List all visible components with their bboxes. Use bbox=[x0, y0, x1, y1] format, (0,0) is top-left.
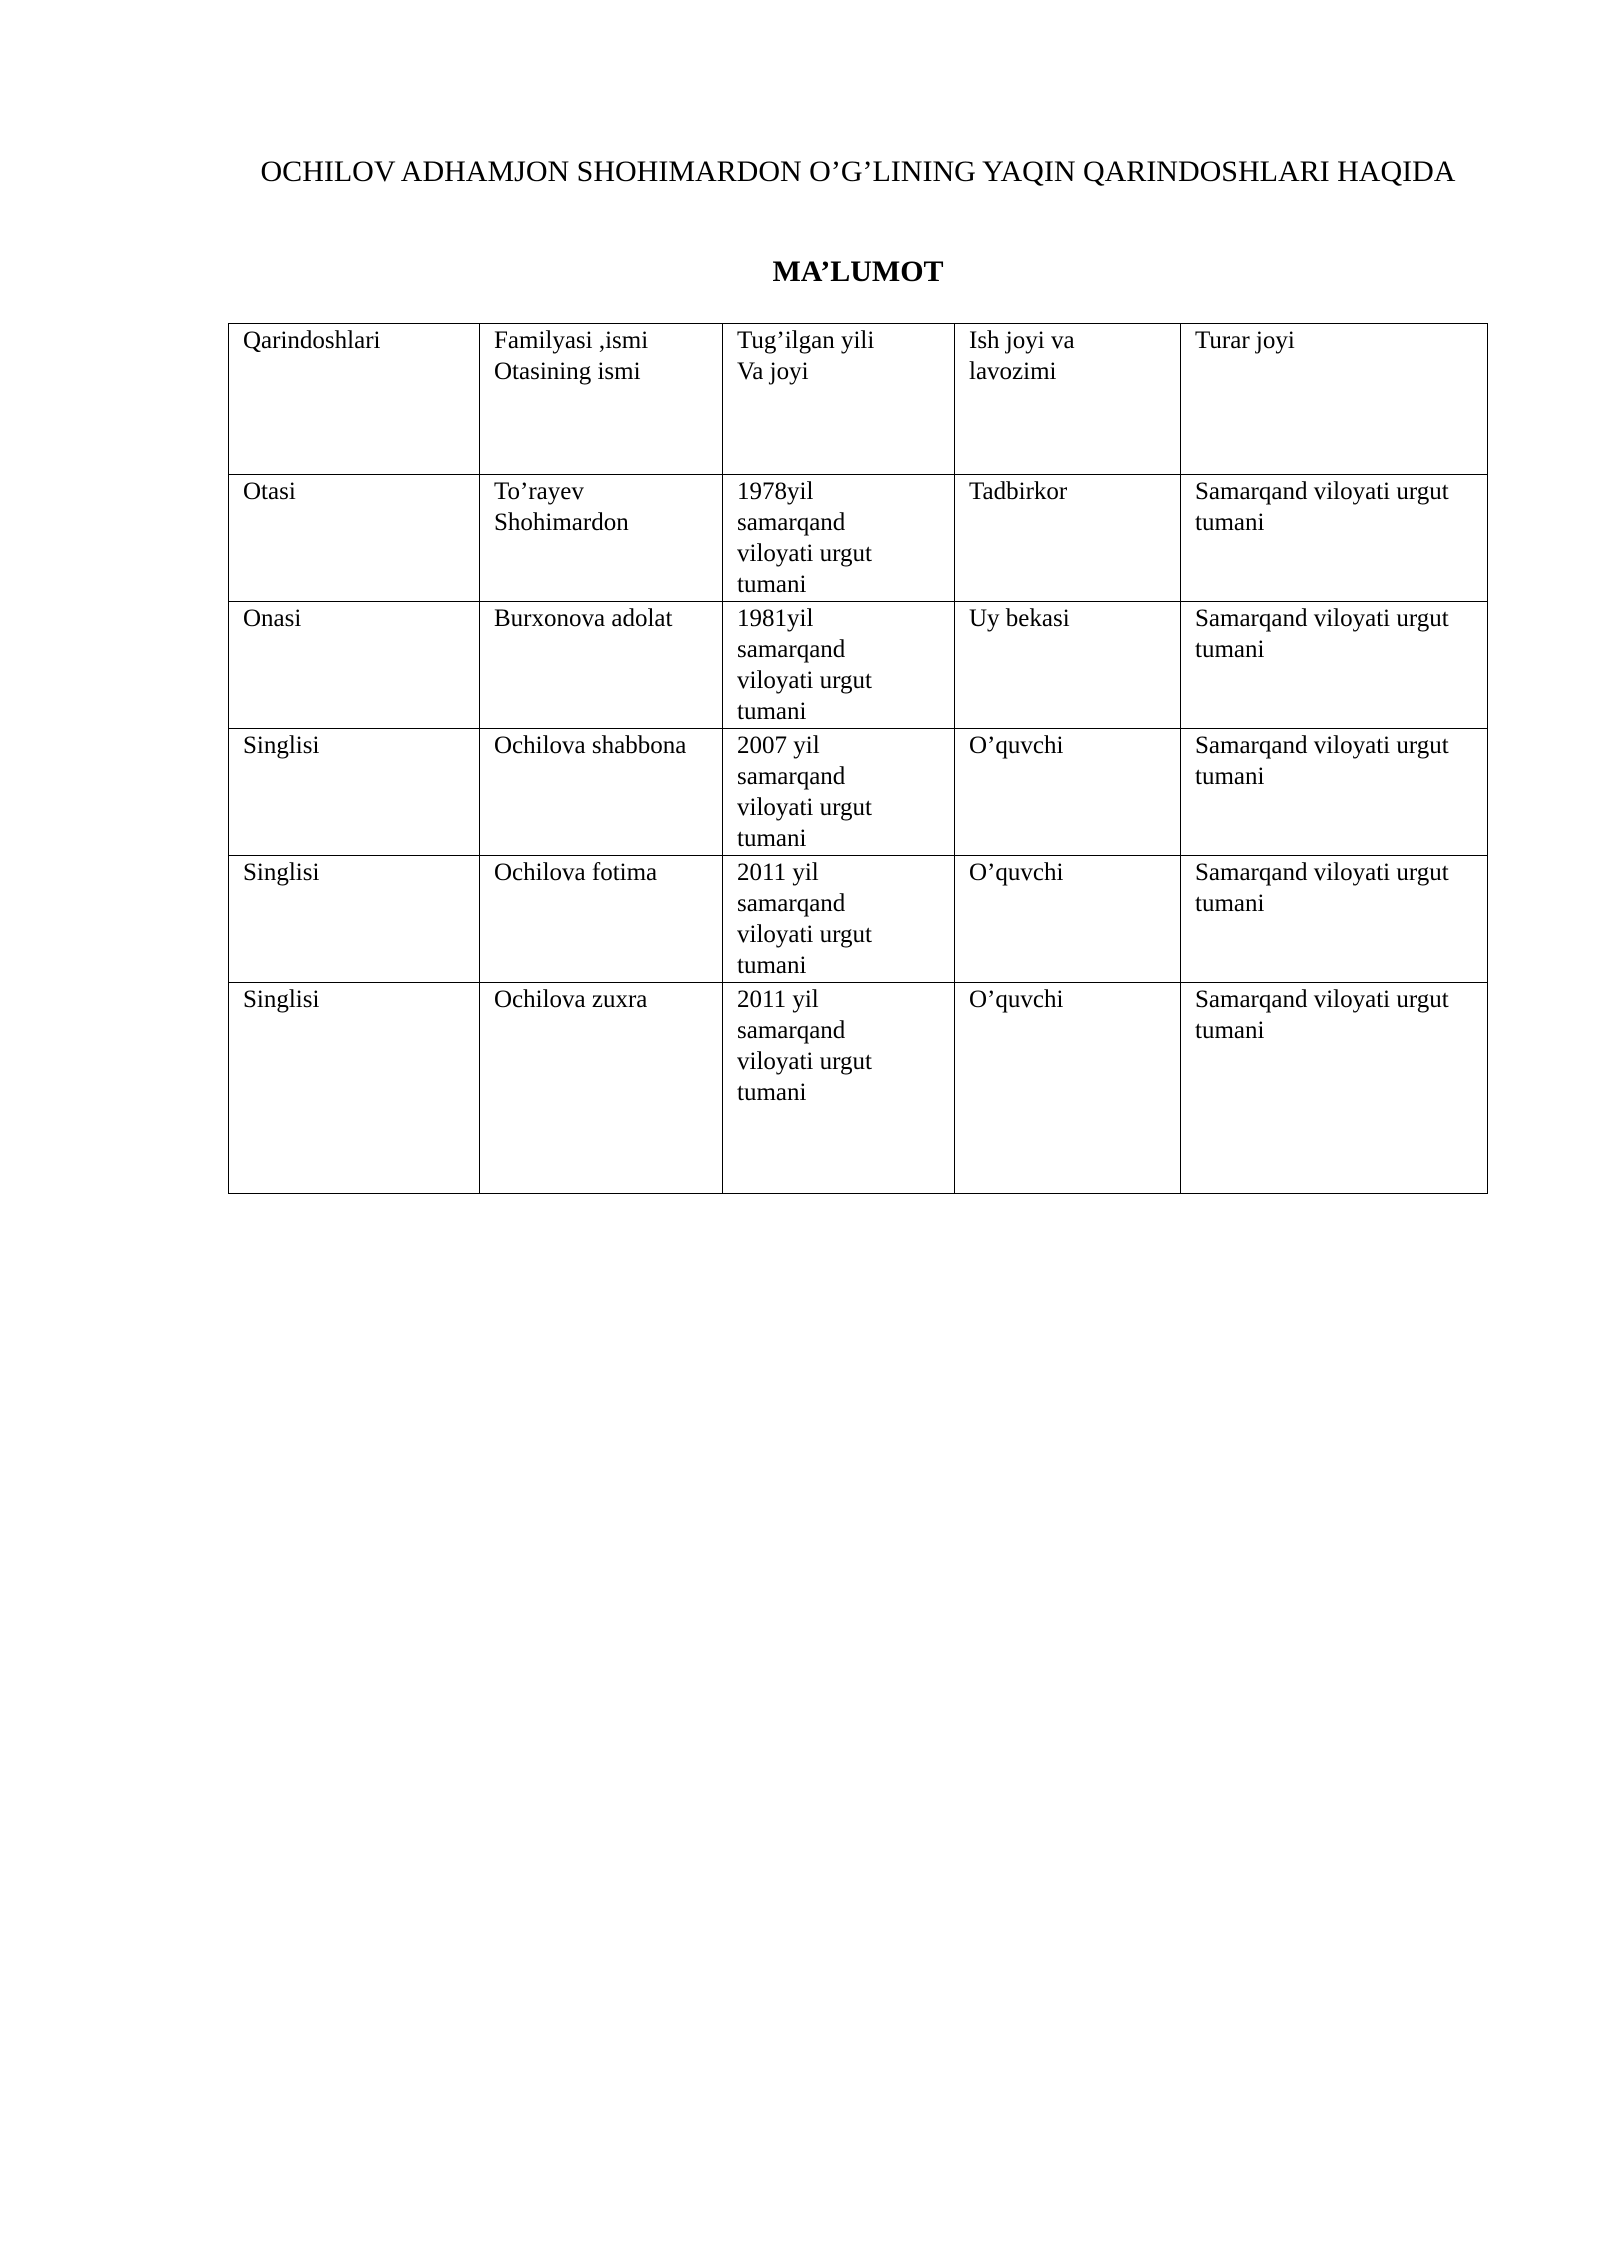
table-row bbox=[229, 983, 1488, 1194]
cell-name: Burxonova adolat bbox=[480, 602, 723, 729]
cell-work: Uy bekasi bbox=[955, 602, 1181, 729]
cell-relation: Singlisi bbox=[229, 983, 480, 1194]
cell-residence: Samarqand viloyati urgut tumani bbox=[1181, 856, 1488, 983]
cell-name: Ochilova zuxra bbox=[480, 983, 723, 1194]
table-header-row bbox=[229, 324, 1488, 475]
cell-work: O’quvchi bbox=[955, 729, 1181, 856]
header-cell-relation: Qarindoshlari bbox=[229, 324, 480, 475]
table-row bbox=[229, 729, 1488, 856]
cell-birth: 2011 yil samarqand viloyati urgut tumani bbox=[723, 856, 955, 983]
cell-residence: Samarqand viloyati urgut tumani bbox=[1181, 602, 1488, 729]
table-row bbox=[229, 856, 1488, 983]
cell-residence: Samarqand viloyati urgut tumani bbox=[1181, 475, 1488, 602]
table-row bbox=[229, 602, 1488, 729]
cell-birth: 2011 yil samarqand viloyati urgut tumani bbox=[723, 983, 955, 1194]
document-subtitle: MA’LUMOT bbox=[772, 255, 944, 288]
cell-relation: Singlisi bbox=[229, 729, 480, 856]
header-cell-name: Familyasi ,ismi Otasining ismi bbox=[480, 324, 723, 475]
cell-relation: Onasi bbox=[229, 602, 480, 729]
cell-birth: 2007 yil samarqand viloyati urgut tumani bbox=[723, 729, 955, 856]
cell-name: To’rayev Shohimardon bbox=[480, 475, 723, 602]
header-cell-residence: Turar joyi bbox=[1181, 324, 1488, 475]
cell-birth: 1981yil samarqand viloyati urgut tumani bbox=[723, 602, 955, 729]
cell-residence: Samarqand viloyati urgut tumani bbox=[1181, 983, 1488, 1194]
header-cell-work: Ish joyi va lavozimi bbox=[955, 324, 1181, 475]
cell-work: O’quvchi bbox=[955, 856, 1181, 983]
relatives-table bbox=[228, 323, 1488, 1194]
cell-birth: 1978yil samarqand viloyati urgut tumani bbox=[723, 475, 955, 602]
cell-relation: Otasi bbox=[229, 475, 480, 602]
document-title: OCHILOV ADHAMJON SHOHIMARDON O’G’LINING YAQIN QARINDOSHLARI HAQIDA bbox=[260, 155, 1456, 188]
cell-work: Tadbirkor bbox=[955, 475, 1181, 602]
cell-name: Ochilova fotima bbox=[480, 856, 723, 983]
cell-work: O’quvchi bbox=[955, 983, 1181, 1194]
cell-name: Ochilova shabbona bbox=[480, 729, 723, 856]
cell-residence: Samarqand viloyati urgut tumani bbox=[1181, 729, 1488, 856]
cell-relation: Singlisi bbox=[229, 856, 480, 983]
table-row bbox=[229, 475, 1488, 602]
header-cell-birth: Tug’ilgan yili Va joyi bbox=[723, 324, 955, 475]
